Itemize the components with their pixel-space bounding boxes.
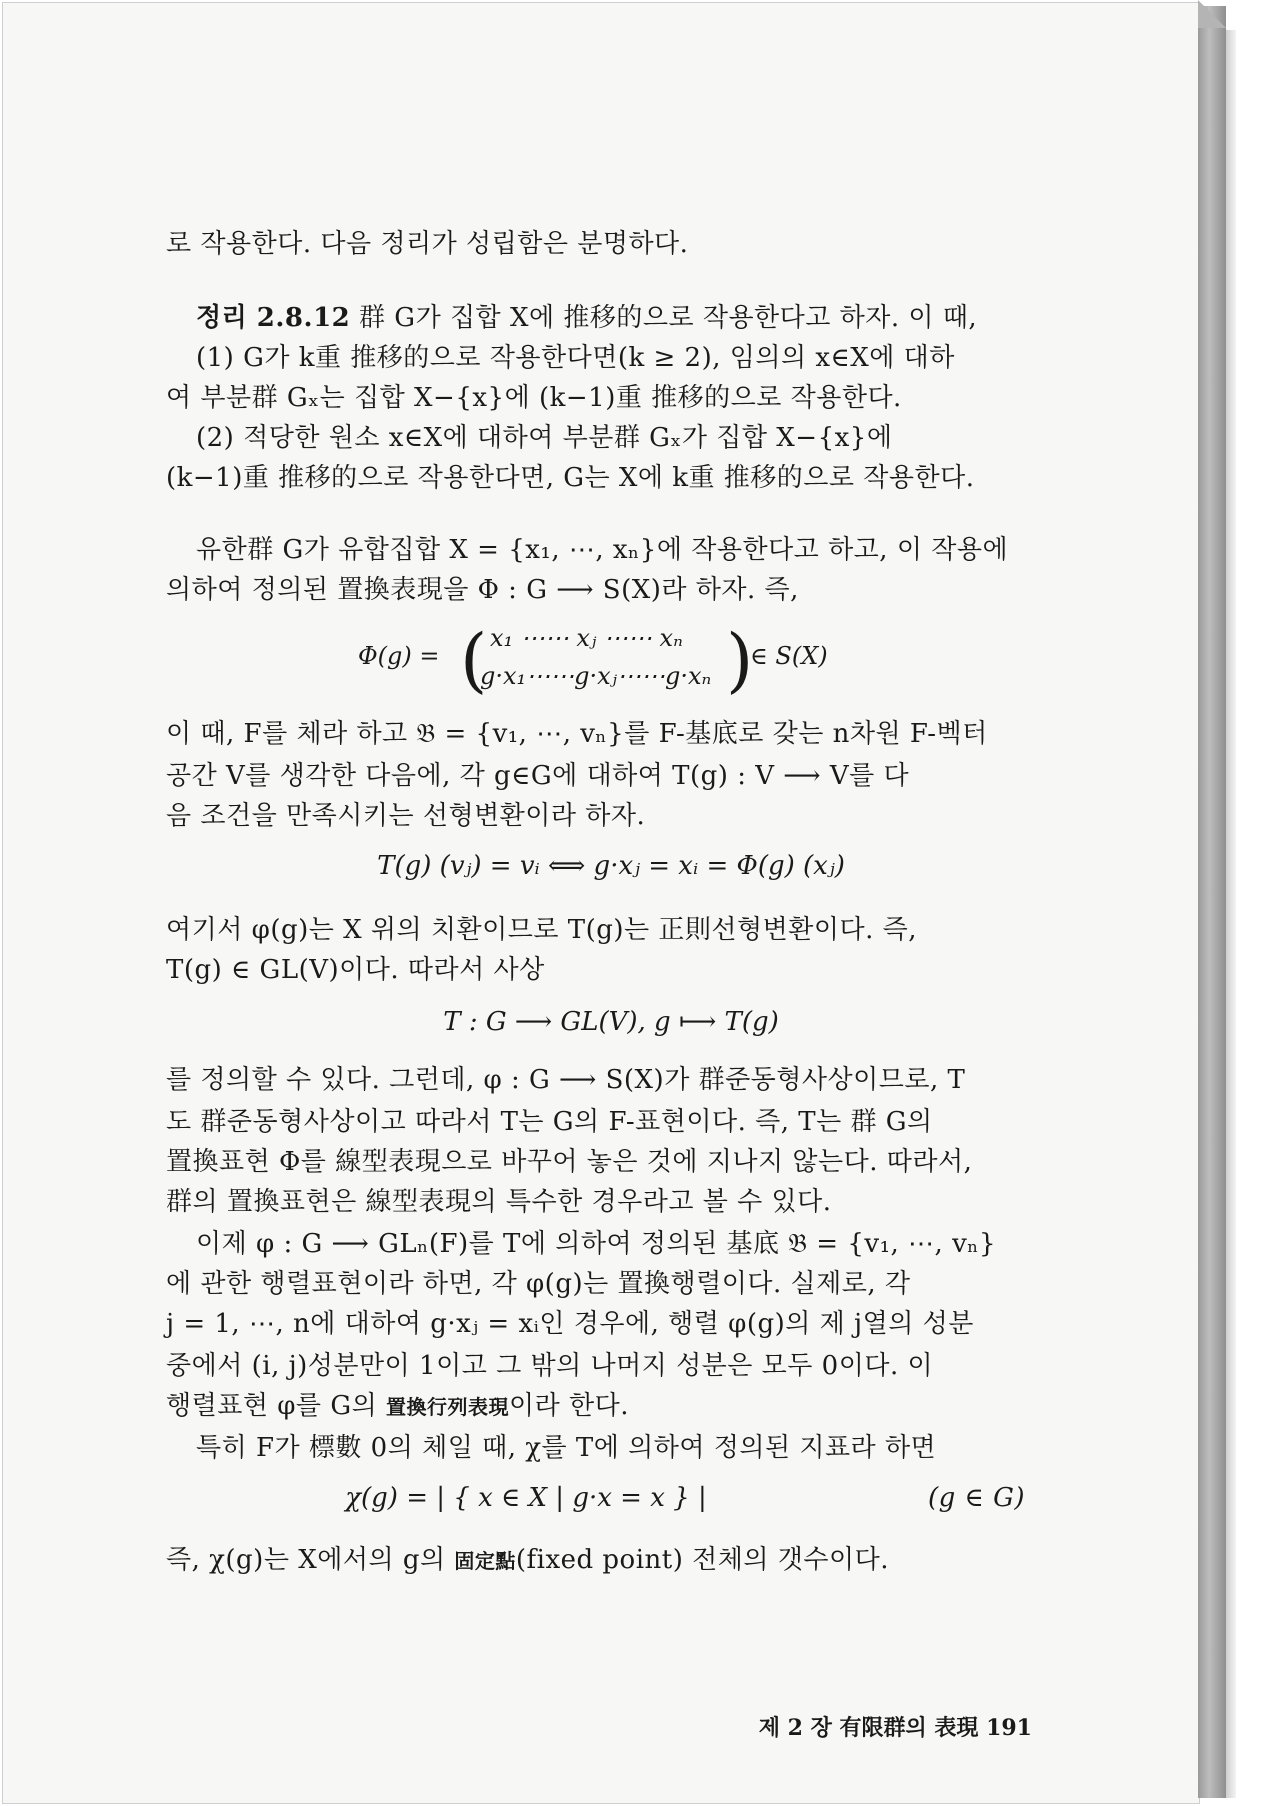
para-5b: 에 관한 행렬표현이라 하면, 각 φ(g)는 置換행렬이다. 실제로, 각	[166, 1269, 911, 1299]
para-7-prefix: 즉, χ(g)는 X에서의 g의	[166, 1545, 455, 1575]
matrix-left-paren: (	[460, 619, 488, 701]
page-shadow	[1226, 30, 1236, 1798]
theorem-heading	[196, 298, 1056, 338]
term-permutation-matrix-rep: 置換行列表現	[385, 1395, 509, 1419]
equation-character: χ(g) = | { x ∈ X | g·x = x } |	[345, 1483, 707, 1513]
theorem-part-1a: (1) G가 k重 推移的으로 작용한다면(k ≥ 2), 임의의 x∈X에 대하	[196, 343, 955, 373]
para-4b: 도 群준동형사상이고 따라서 T는 G의 F-표현이다. 즉, T는 群 G의	[166, 1107, 933, 1137]
para-2a: 이 때, F를 체라 하고 𝔅 = {v₁, ⋯, vₙ}를 F-基底로 갖는 n차원 F-벡터	[166, 719, 988, 749]
theorem-part-2b: (k−1)重 推移的으로 작용한다면, G는 X에 k重 推移的으로 작용한다.	[166, 463, 975, 493]
para-5e-prefix: 행렬표현 φ를 G의	[166, 1391, 386, 1421]
theorem-part-1b: 여 부분群 Gₓ는 집합 X−{x}에 (k−1)重 推移的으로 작용한다.	[166, 383, 902, 413]
term-fixed-point: 固定點	[454, 1549, 516, 1573]
line-1: 로 작용한다. 다음 정리가 성립함은 분명하다.	[166, 229, 689, 259]
book-spine	[1198, 6, 1226, 1798]
matrix-rhs: ∈ S(X)	[750, 642, 828, 670]
matrix-lhs: Φ(g) =	[358, 642, 440, 670]
para-5d: 중에서 (i, j)성분만이 1이고 그 밖의 나머지 성분은 모두 0이다. 이	[166, 1351, 934, 1381]
para-5c: j = 1, ⋯, n에 대하여 g·xⱼ = xᵢ인 경우에, 행렬 φ(g)의 제 j열의 성분	[166, 1309, 974, 1339]
theorem-label: 정리 2.8.12	[196, 303, 351, 333]
para-7-suffix: (fixed point) 전체의 갯수이다.	[515, 1545, 889, 1575]
para-1a: 유한群 G가 유합집합 X = {x₁, ⋯, xₙ}에 작용한다고 하고, 이 작용에	[196, 535, 1009, 565]
para-2b: 공간 V를 생각한 다음에, 각 g∈G에 대하여 T(g) : V ⟶ V를 다	[166, 761, 910, 791]
para-5e	[166, 1386, 1056, 1427]
equation-linear-map: T(g) (vⱼ) = vᵢ ⟺ g·xⱼ = xᵢ = Φ(g) (xⱼ)	[377, 851, 845, 881]
para-3a: 여기서 φ(g)는 X 위의 치환이므로 T(g)는 正則선형변환이다. 즉,	[166, 915, 918, 945]
theorem-part-2a: (2) 적당한 원소 x∈X에 대하여 부분群 Gₓ가 집합 X−{x}에	[196, 423, 893, 453]
book-page	[2, 2, 1200, 1804]
para-4d: 群의 置換표현은 線型表現의 특수한 경우라고 볼 수 있다.	[166, 1187, 832, 1217]
para-4a: 를 정의할 수 있다. 그런데, φ : G ⟶ S(X)가 群준동형사상이므로, T	[166, 1065, 966, 1095]
para-2c: 음 조건을 만족시키는 선형변환이라 하자.	[166, 801, 646, 831]
para-6a: 특히 F가 標數 0의 체일 때, χ를 T에 의하여 정의된 지표라 하면	[196, 1433, 937, 1463]
para-3b: T(g) ∈ GL(V)이다. 따라서 사상	[166, 955, 545, 985]
para-5e-suffix: 이라 한다.	[508, 1391, 629, 1421]
para-7	[166, 1540, 1056, 1581]
para-1b: 의하여 정의된 置換表現을 Φ : G ⟶ S(X)라 하자. 즉,	[166, 575, 799, 605]
para-5a: 이제 φ : G ⟶ GLₙ(F)를 T에 의하여 정의된 基底 𝔅 = {v₁, ⋯, vₙ}	[196, 1229, 997, 1259]
running-footer: 제 2 장 有限群의 表現 191	[758, 1715, 1032, 1741]
matrix-top-row: x₁ ⋯⋯ xⱼ ⋯⋯ xₙ	[490, 624, 683, 652]
matrix-bottom-row: g·x₁⋯⋯g·xⱼ⋯⋯g·xₙ	[480, 662, 712, 690]
permutation-matrix-equation	[340, 620, 900, 702]
theorem-statement: 群 G가 집합 X에 推移的으로 작용한다고 하자. 이 때,	[359, 303, 978, 333]
matrix-right-paren: )	[726, 619, 754, 701]
para-4c: 置換표현 Φ를 線型表現으로 바꾸어 놓은 것에 지나지 않는다. 따라서,	[166, 1147, 973, 1177]
equation-character-condition: (g ∈ G)	[928, 1483, 1025, 1513]
equation-representation: T : G ⟶ GL(V), g ⟼ T(g)	[443, 1007, 779, 1037]
spine-corner	[1198, 0, 1226, 28]
